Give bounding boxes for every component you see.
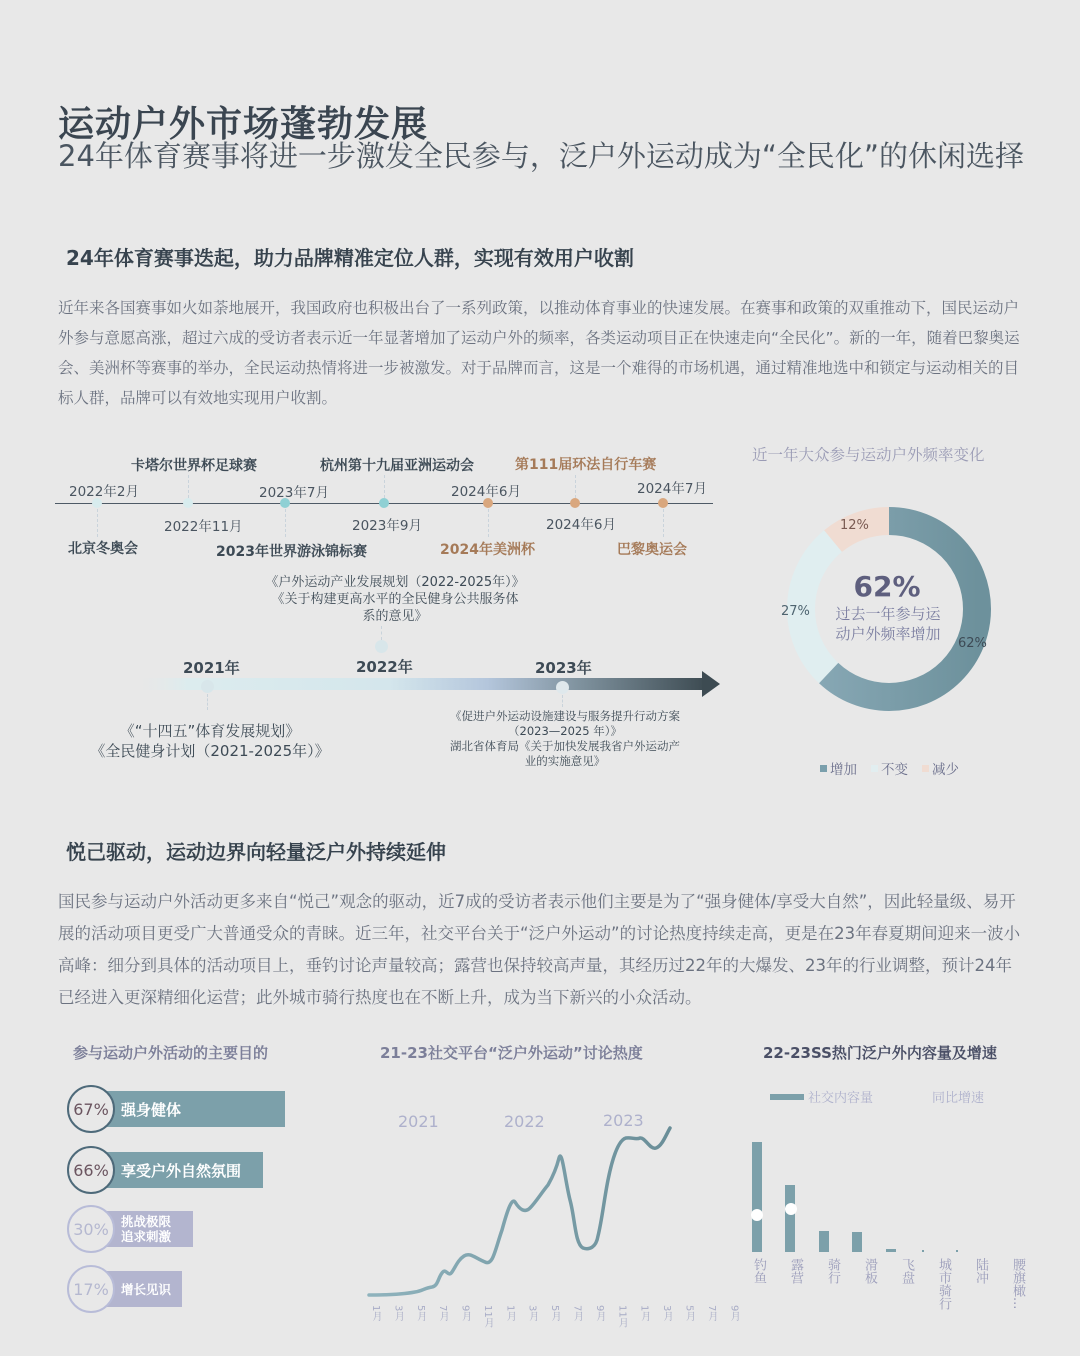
x-tick: 11月 [481, 1305, 493, 1328]
timeline-connector [188, 475, 189, 498]
bar-pct: 66% [67, 1146, 115, 1194]
policy-line: 《户外运动产业发展规划（2022-2025年）》 [265, 575, 525, 590]
bar-pct: 67% [67, 1085, 115, 1133]
category-label: 露营 [788, 1258, 803, 1284]
label-decrease: 12% [840, 518, 869, 533]
growth-marker [785, 1203, 797, 1215]
bar-label: 享受户外自然氛围 [121, 1161, 242, 1180]
volume-bar [956, 1250, 958, 1252]
legend-label: 社交内容量 [808, 1091, 874, 1106]
line-series [360, 1120, 680, 1305]
timeline-dot [570, 498, 580, 508]
x-tick: 3月 [661, 1305, 673, 1322]
timeline-event: 2024年美洲杯 [440, 542, 535, 558]
legend-item-decrease [922, 758, 959, 778]
purpose-bar [67, 1091, 287, 1127]
legend-item-increase [820, 758, 857, 778]
volume-bar [886, 1249, 896, 1252]
policy-2023 [420, 709, 710, 769]
category-label: 钓鱼 [751, 1258, 766, 1284]
year-label-2023: 2023 [603, 1111, 644, 1130]
legend-swatch-icon [770, 1094, 804, 1100]
line-chart-title: 21-23社交平台“泛户外运动”讨论热度 [380, 1044, 643, 1062]
timeline-date: 2022年2月 [69, 484, 139, 500]
content-chart-title: 22-23SS热门泛户外内容量及增速 [763, 1044, 997, 1062]
legend-growth: 同比增速 [932, 1091, 985, 1106]
timeline-date: 2024年6月 [451, 484, 521, 500]
section2-heading: 悦己驱动，运动边界向轻量泛户外持续延伸 [66, 840, 446, 864]
policy-line: 《关于构建更高水平的全民健身公共服务体 [271, 592, 519, 607]
policy-line: 《促进户外运动设施建设与服务提升行动方案 [450, 709, 680, 723]
policy-line: 《全民健身计划（2021-2025年）》 [90, 742, 330, 760]
timeline-event: 杭州第十九届亚洲运动会 [320, 458, 474, 474]
policy-dot [556, 681, 569, 694]
timeline-dot [379, 498, 389, 508]
x-tick: 11月 [616, 1305, 628, 1328]
year-label-2021: 2021 [398, 1112, 439, 1131]
x-tick: 9月 [459, 1305, 471, 1322]
policy-connector [562, 695, 563, 707]
volume-bar [752, 1142, 762, 1252]
timeline-connector [663, 509, 664, 537]
x-axis-labels [368, 1305, 741, 1328]
year-label-2022: 2022 [504, 1112, 545, 1131]
policy-dot [201, 680, 214, 693]
donut-legend [820, 758, 959, 778]
legend-label: 不变 [881, 762, 908, 778]
bar-label: 挑战极限 [121, 1214, 172, 1229]
bar-label: 增长见识 [121, 1281, 172, 1297]
volume-bar [922, 1250, 924, 1252]
x-tick: 3月 [392, 1305, 404, 1322]
policy-line: 《“十四五”体育发展规划》 [119, 722, 301, 740]
bar-pct: 30% [67, 1205, 115, 1253]
timeline-connector [285, 509, 286, 537]
x-tick: 5月 [549, 1305, 561, 1322]
volume-bar [785, 1185, 795, 1252]
timeline-connector [384, 475, 385, 498]
policy-line: 湖北省体育局《关于加快发展我省户外运动产 [450, 739, 680, 753]
policy-dot [375, 640, 388, 653]
timeline-dot [658, 498, 668, 508]
timeline-date: 2024年6月 [546, 517, 616, 533]
section2-paragraph: 国民参与运动户外活动更多来自“悦己”观念的驱动，近7成的受访者表示他们主要是为了“强身健体/享受大自然”，因此轻量级、易开展的活动项目更受广大普通受众的青睐。近三年，社交平台关于“泛户外运动”的讨论热度持续走高，更是在23年春夏期间迎来一波小高峰：细分到具体的活动项目上，垂钓讨论声量较高；露营也保持较高声量，其经历过22年的大爆发、23年的行业调整，预计24年已经进入更深精细化运营；此外城市骑行热度也在不断上升，成为当下新兴的小众活动。 [58, 892, 1021, 1007]
legend-swatch-icon [820, 765, 827, 772]
policy-line: 业的实施意见》 [524, 754, 606, 768]
legend-label: 减少 [932, 762, 959, 778]
x-tick: 1月 [638, 1305, 650, 1322]
volume-bar [819, 1231, 829, 1252]
page-title: 运动户外市场蓬勃发展 [58, 104, 429, 145]
timeline-event: 2023年世界游泳锦标赛 [216, 544, 367, 560]
policy-2021 [70, 721, 350, 761]
section1-paragraph: 近年来各国赛事如火如荼地展开，我国政府也积极出台了一系列政策，以推动体育事业的快速发展。在赛事和政策的双重推动下，国民运动户外参与意愿高涨，超过六成的受访者表示近一年显著增加了运动户外的频率，各类运动项目正在快速走向“全民化”。新的一年，随着巴黎奥运会、美洲杯等赛事的举办，全民运动热情将进一步被激发。对于品牌而言，这是一个难得的市场机遇，通过精准地选中和锁定与运动相关的目标人群，品牌可以有效地实现用户收割。 [58, 299, 1020, 407]
legend-item-same [871, 758, 908, 778]
x-tick: 9月 [728, 1305, 740, 1322]
donut-center-value: 62% [853, 570, 921, 603]
timeline-date: 2023年7月 [259, 485, 329, 501]
timeline-connector [575, 475, 576, 498]
timeline-event: 巴黎奥运会 [617, 542, 687, 558]
policy-line: 系的意见》 [362, 609, 428, 624]
category-labels [749, 1258, 1027, 1310]
label-same: 27% [781, 604, 810, 619]
legend-swatch-icon [922, 765, 929, 772]
x-tick: 1月 [370, 1305, 381, 1322]
timeline-event: 北京冬奥会 [68, 541, 138, 557]
legend-label: 增加 [830, 762, 857, 778]
category-label: 骑行 [825, 1258, 840, 1284]
x-tick: 1月 [504, 1305, 516, 1322]
bar-fill [91, 1152, 263, 1188]
timeline-arrow [130, 668, 722, 698]
timeline-connector [488, 509, 489, 537]
policy-connector [207, 694, 208, 710]
x-tick: 3月 [526, 1305, 538, 1322]
bar-label: 强身健体 [121, 1100, 182, 1119]
x-tick: 7月 [705, 1305, 717, 1322]
x-tick: 5月 [683, 1305, 695, 1322]
purpose-bar [67, 1211, 197, 1247]
legend-swatch-icon [871, 765, 878, 772]
label-increase: 62% [958, 636, 987, 651]
timeline-date: 2022年11月 [164, 519, 243, 535]
policy-connector [381, 626, 382, 640]
page-subtitle: 24年体育赛事将进一步激发全民参与，泛户外运动成为“全民化”的休闲选择 [58, 139, 1024, 173]
policy-line: （2023—2025 年）》 [508, 724, 622, 738]
purpose-bar [67, 1271, 187, 1307]
x-tick: 7月 [571, 1305, 583, 1322]
purpose-chart-title: 参与运动户外活动的主要目的 [73, 1044, 269, 1062]
category-label: 腰旗橄... [1010, 1258, 1025, 1310]
timeline-dot [183, 498, 193, 508]
volume-bar [852, 1232, 862, 1252]
legend-volume [770, 1087, 873, 1106]
x-tick: 5月 [414, 1305, 426, 1322]
center-label-line: 动户外频率增加 [835, 625, 941, 643]
category-label: 滑板 [862, 1258, 877, 1284]
x-tick: 9月 [593, 1305, 605, 1322]
donut-title: 近一年大众参与运动户外频率变化 [752, 446, 985, 464]
section1-heading: 24年体育赛事迭起，助力品牌精准定位人群，实现有效用户收割 [66, 246, 634, 270]
donut-center-label [829, 604, 947, 644]
growth-marker [751, 1209, 763, 1221]
bar-label: 追求刺激 [121, 1229, 172, 1244]
x-tick: 7月 [437, 1305, 449, 1322]
category-label: 飞盘 [899, 1258, 914, 1284]
category-label: 城市骑行 [936, 1258, 951, 1310]
policy-2022 [230, 574, 560, 625]
purpose-bar [67, 1152, 267, 1188]
category-label: 陆冲 [973, 1258, 988, 1284]
bar-fill [91, 1091, 285, 1127]
year-label: 2021年 [183, 659, 240, 677]
year-label: 2022年 [356, 658, 413, 676]
timeline-date: 2023年9月 [352, 518, 422, 534]
year-label: 2023年 [535, 659, 592, 677]
timeline-event: 第111届环法自行车赛 [515, 457, 657, 473]
bar-pct: 17% [67, 1265, 115, 1313]
timeline-connector [97, 509, 98, 537]
timeline-date: 2024年7月 [637, 481, 707, 497]
timeline-event: 卡塔尔世界杯足球赛 [131, 458, 257, 474]
center-label-line: 过去一年参与运 [835, 605, 941, 623]
